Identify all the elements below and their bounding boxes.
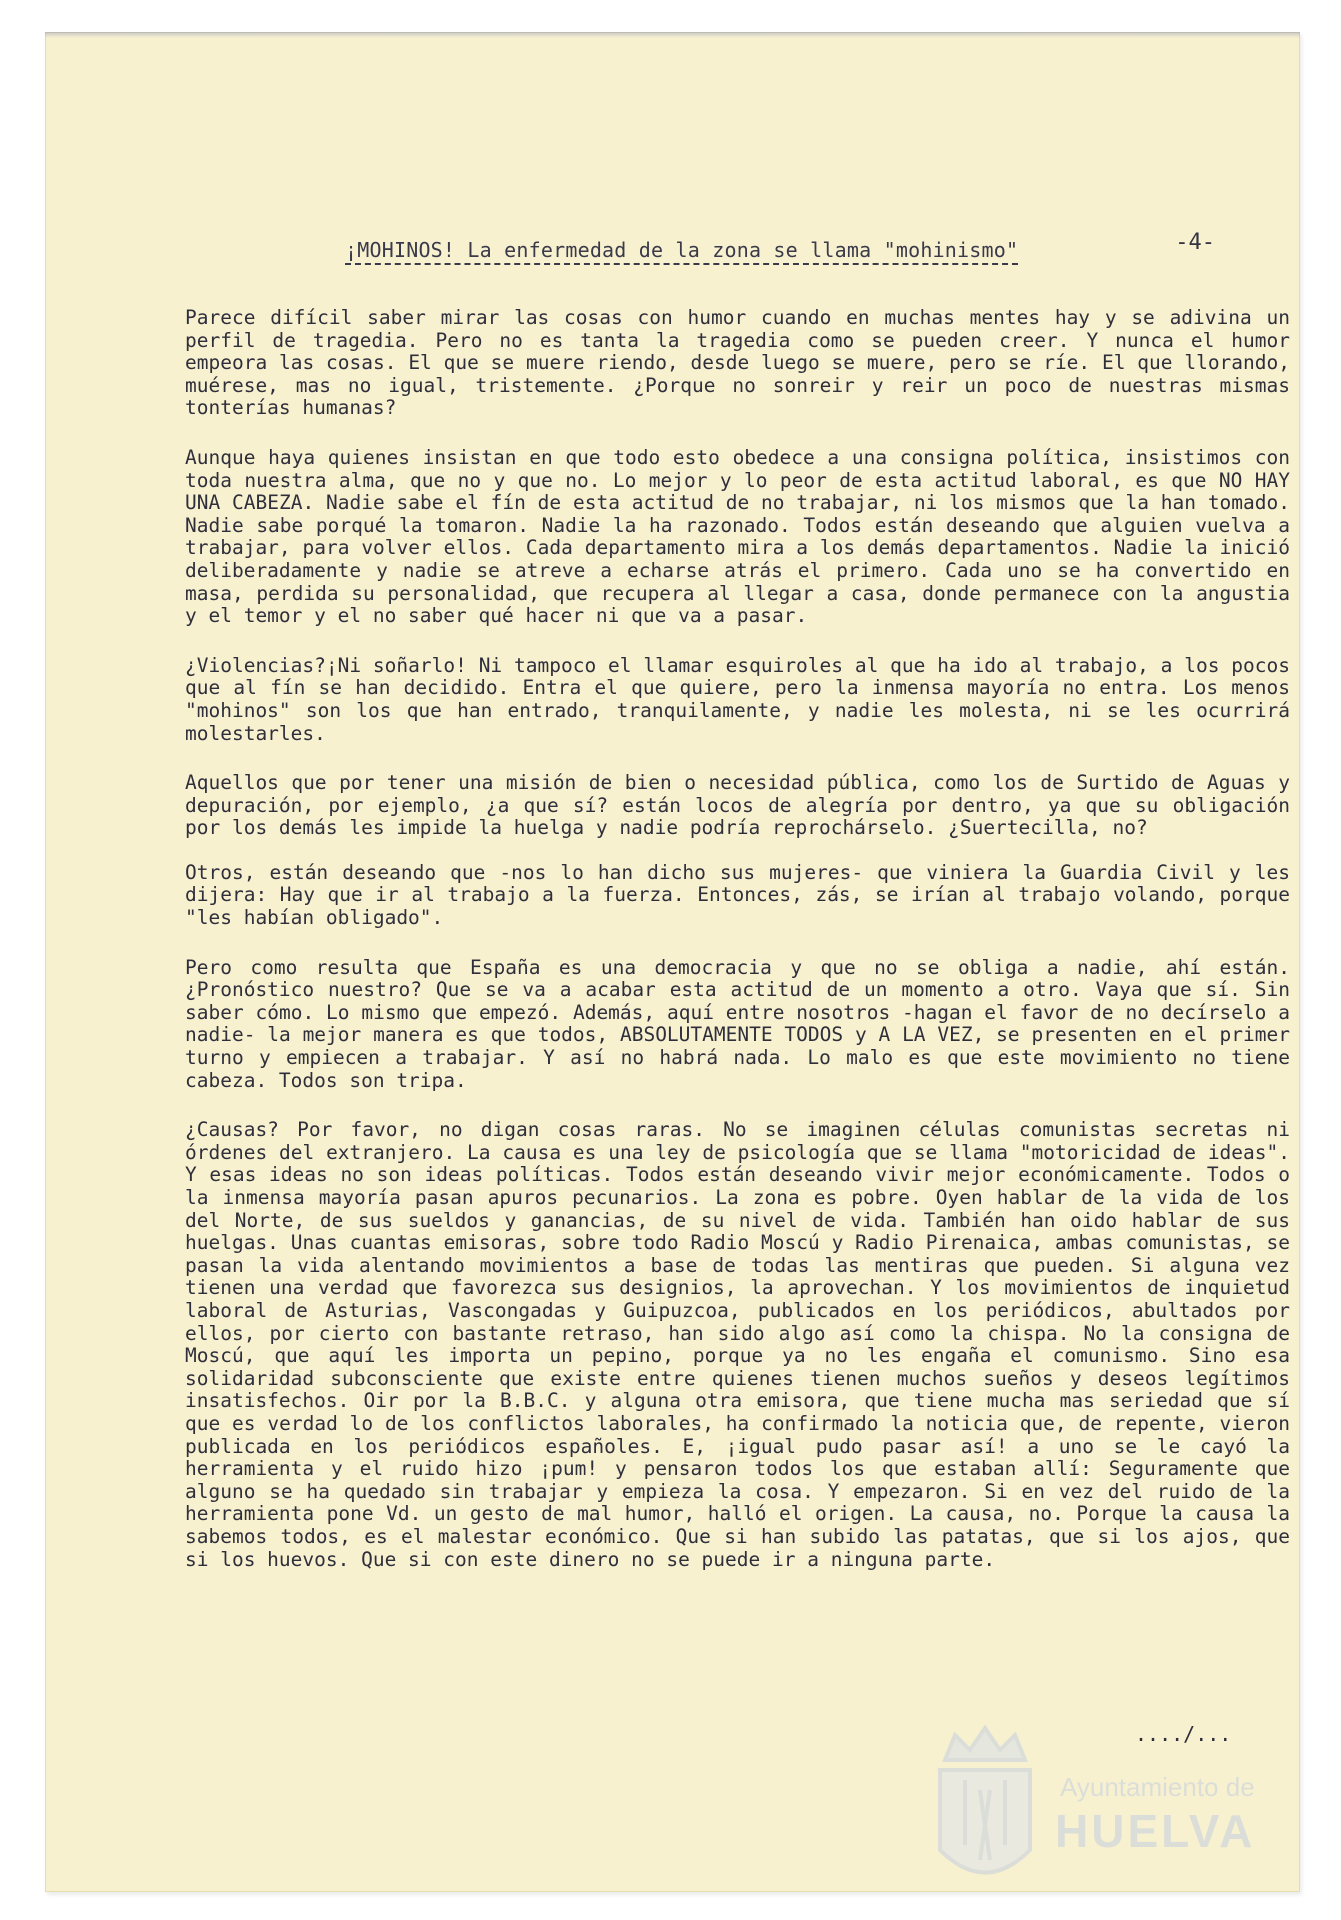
document-title: ¡MOHINOS! La enfermedad de la zona se llama "mohinismo" xyxy=(345,238,1019,262)
paragraph: ¿Causas? Por favor, no digan cosas raras. No se imaginen células comunistas secretas ni órdenes del extranjero. La causa es una ley de psicología que se llama "motoricidad de ideas". Y esas ideas no son ideas políticas. Todos están deseando vivir mejor económicamente. Todos o la inmensa mayoría pasan apuros pecunarios. La zona es pobre. Oyen hablar de la vida de los del Norte, de sus sueldos y ganancias, de su nivel de vida. También han oido hablar de sus huelgas. Unas cuantas emisoras, sobre todo Radio Moscú y Radio Pirenaica, ambas comunistas, se pasan la vida alentando movimientos a base de todas las mentiras que pueden. Si alguna vez tienen una verdad que favorezca sus designios, la aprovechan. Y los movimientos de inquietud laboral de Asturias, Vascongadas y Guipuzcoa, publicados en los periódicos, abultados por ellos, por cierto con bastante retraso, han sido algo así como la chispa. No la consigna de Moscú, que aquí les importa un pepino, porque ya no les engaña el comunismo. Sino esa solidaridad subconsciente que existe entre quienes tienen muchos sueños y deseos legítimos insatisfechos. Oir por la B.B.C. y alguna otra emisora, que tiene mucha mas seriedad que sí que es verdad lo de los conflictos laborales, ha confirmado la noticia que, de repente, vieron publicada en los periódicos españoles. E, ¡igual pudo pasar así! a uno se le cayó la herramienta y el ruido hizo ¡pum! y pensaron todos los que estaban allí: Seguramente que alguno se ha quedado sin trabajar y empieza la cosa. Y empezaron. Si en vez del ruido de la herramienta pone Vd. un gesto de mal humor, halló el origen. La causa, no. Porque la causa la sabemos todos, es el malestar económico. Que si han subido las patatas, que si los ajos, que si los huevos. Que si con este dinero no se puede ir a ninguna parte. xyxy=(185,1118,1290,1571)
paragraph: Parece difícil saber mirar las cosas con humor cuando en muchas mentes hay y se adivina un perfil de tragedia. Pero no es tanta la tragedia como se pueden creer. Y nunca el humor empeora las cosas. El que se muere riendo, desde luego se muere, pero se ríe. El que llorando, muérese, mas no igual, tristemente. ¿Porque no sonreir y reir un poco de nuestras mismas tonterías humanas? xyxy=(185,306,1290,420)
paragraph: ¿Violencias?¡Ni soñarlo! Ni tampoco el llamar esquiroles al que ha ido al trabajo, a los pocos que al fín se han decidido. Entra el que quiere, pero la inmensa mayoría no entra. Los menos "mohinos" son los que han entrado, tranquilamente, y nadie les molesta, ni se les ocurrirá molestarles. xyxy=(185,653,1290,745)
page-number: -4- xyxy=(1175,230,1215,255)
watermark-line2: HUELVA xyxy=(1055,1805,1256,1857)
paragraph: Otros, están deseando que -nos lo han dicho sus mujeres- que viniera la Guardia Civil y les dijera: Hay que ir al trabajo a la fuerza. Entonces, zás, se irían al trabajo volando, porque "les habían obligado". xyxy=(185,860,1290,930)
document-page xyxy=(45,32,1300,1892)
continuation-mark: ..../... xyxy=(1135,1722,1232,1746)
paragraph: Pero como resulta que España es una democracia y que no se obliga a nadie, ahí están. ¿Pronóstico nuestro? Que se va a acabar esta actitud de un momento a otro. Vaya que sí. Sin saber cómo. Lo mismo que empezó. Además, aquí entre nosotros -hagan el favor de no decírselo a nadie- la mejor manera es que todos, ABSOLUTAMENTE TODOS y A LA VEZ, se presenten en el primer turno y empiecen a trabajar. Y así no habrá nada. Lo malo es que este movimiento no tiene cabeza. Todos son tripa. xyxy=(185,955,1290,1092)
paragraph: Aunque haya quienes insistan en que todo esto obedece a una consigna política, insistimos con toda nuestra alma, que no y que no. Lo mejor y lo peor de esta actitud laboral, es que NO HAY UNA CABEZA. Nadie sabe el fín de esta actitud de no trabajar, ni los mismos que la han tomado. Nadie sabe porqué la tomaron. Nadie la ha razonado. Todos están deseando que alguien vuelva a trabajar, para volver ellos. Cada departamento mira a los demás departamentos. Nadie la inició deliberadamente y nadie se atreve a echarse atrás el primero. Cada uno se ha convertido en masa, perdida su personalidad, que recupera al llegar a casa, donde permanece con la angustia y el temor y el no saber qué hacer ni que va a pasar. xyxy=(185,445,1290,628)
watermark-line1: Ayuntamiento de xyxy=(1060,1772,1255,1802)
ayuntamiento-huelva-watermark xyxy=(915,1720,1285,1895)
page-header xyxy=(295,230,1255,270)
coat-of-arms-icon xyxy=(925,1720,1045,1895)
paragraph: Aquellos que por tener una misión de bien o necesidad pública, como los de Surtido de Aguas y depuración, por ejemplo, ¿a que sí? están locos de alegría por dentro, ya que su obligación por los demás les impide la huelga y nadie podría reprochárselo. ¿Suertecilla, no? xyxy=(185,771,1290,840)
document-body xyxy=(185,307,1290,1598)
